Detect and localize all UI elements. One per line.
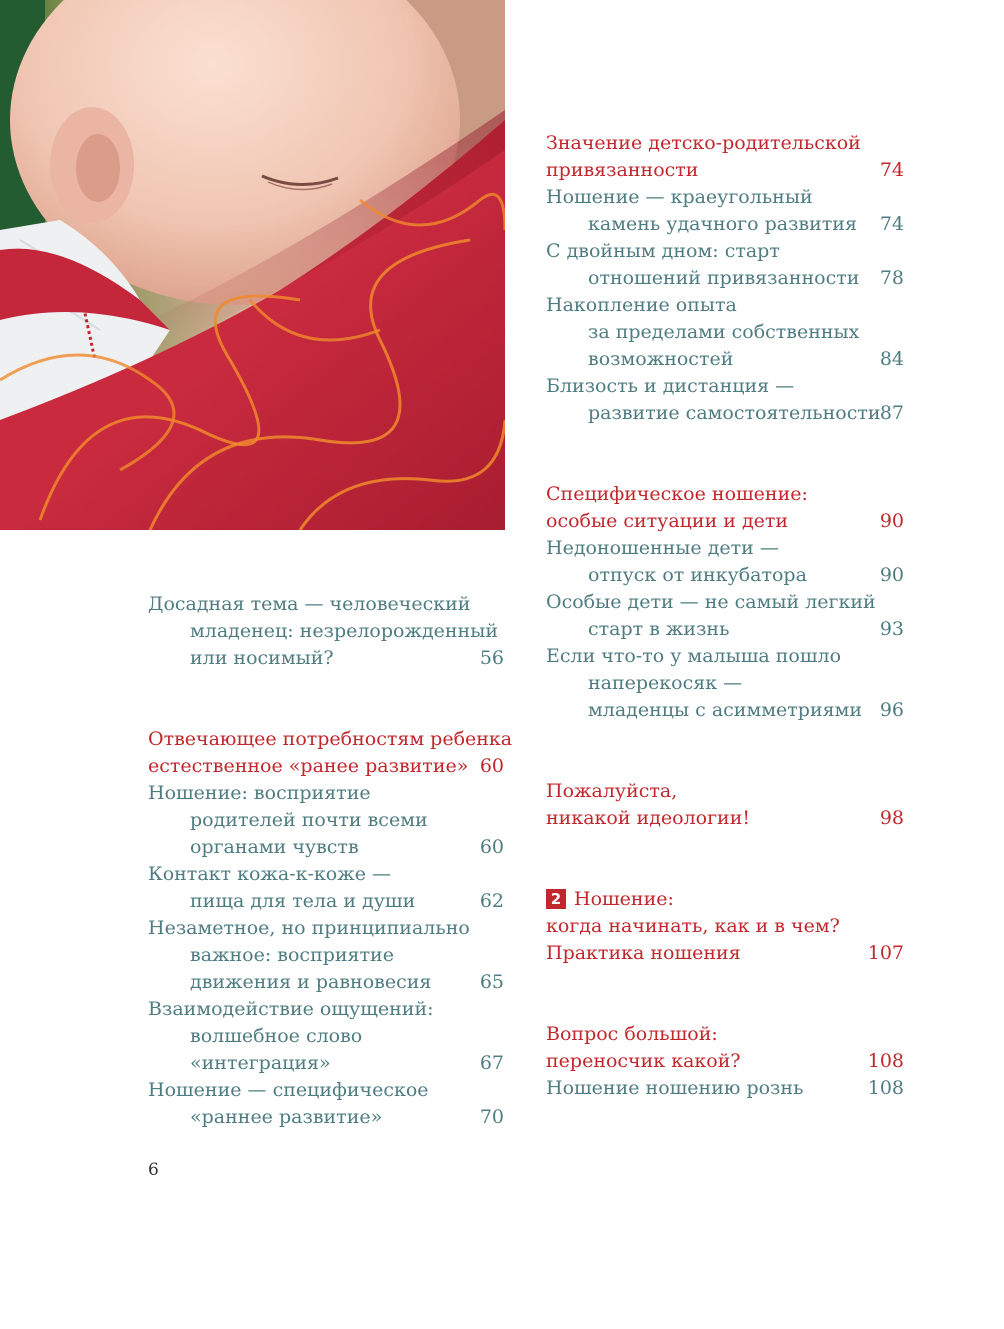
toc-entry-title: Практика ношения bbox=[546, 942, 741, 964]
toc-entry-title: развитие самостоятельности bbox=[588, 402, 881, 424]
toc-entry-title: движения и равновесия bbox=[190, 971, 432, 993]
toc-entry-title: Ношение: восприятие bbox=[148, 782, 371, 804]
toc-entry-title: Специфическое ношение: bbox=[546, 483, 808, 505]
toc-entry-line bbox=[546, 778, 904, 805]
group-spacer bbox=[546, 724, 904, 778]
toc-page-number: 74 bbox=[879, 159, 904, 181]
toc-entry-line bbox=[546, 292, 904, 319]
toc-section bbox=[546, 1021, 904, 1102]
toc-entry-title: Особые дети — не самый легкий bbox=[546, 591, 876, 613]
toc-entry-line bbox=[546, 1075, 904, 1102]
toc-page-number: 108 bbox=[867, 1077, 904, 1099]
toc-entry-line bbox=[546, 265, 904, 292]
toc-entry-line bbox=[546, 643, 904, 670]
toc-entry-line bbox=[546, 211, 904, 238]
toc-page-number: 78 bbox=[879, 267, 904, 289]
toc-entry-line bbox=[546, 805, 904, 832]
toc-page-number: 93 bbox=[879, 618, 904, 640]
toc-page-number: 107 bbox=[867, 942, 904, 964]
toc-entry-title: младенец: незрелорожденный bbox=[190, 620, 499, 642]
toc-entry-title: когда начинать, как и в чем? bbox=[546, 915, 840, 937]
toc-entry-line bbox=[546, 481, 904, 508]
toc-entry-line bbox=[148, 807, 504, 834]
toc-section bbox=[546, 130, 904, 427]
toc-entry-title: Досадная тема — человеческий bbox=[148, 593, 471, 615]
toc-entry-title: Контакт кожа-к-коже — bbox=[148, 863, 391, 885]
toc-entry-title: Ношение: bbox=[574, 888, 674, 910]
toc-entry-title: никакой идеологии! bbox=[546, 807, 751, 829]
toc-entry-title: Накопление опыта bbox=[546, 294, 737, 316]
toc-entry-line bbox=[148, 834, 504, 861]
toc-entry-title: Если что-то у малыша пошло bbox=[546, 645, 842, 667]
toc-entry-title: естественное «ранее развитие» bbox=[148, 755, 469, 777]
toc-entry-line bbox=[546, 319, 904, 346]
toc-page-number: 65 bbox=[479, 971, 504, 993]
toc-section bbox=[546, 886, 904, 967]
group-spacer bbox=[546, 832, 904, 886]
toc-page-number: 60 bbox=[479, 755, 504, 777]
toc-entry-line bbox=[148, 591, 504, 618]
toc-entry-line bbox=[148, 726, 513, 753]
toc-entry-line bbox=[148, 1023, 504, 1050]
toc-entry-title: наперекосяк — bbox=[588, 672, 743, 694]
group-spacer bbox=[148, 672, 504, 726]
toc-page-number: 74 bbox=[879, 213, 904, 235]
toc-entry-title: Недоношенные дети — bbox=[546, 537, 779, 559]
toc-entry-title: важное: восприятие bbox=[190, 944, 394, 966]
toc-section bbox=[148, 726, 513, 1131]
toc-entry-title: «раннее развитие» bbox=[190, 1106, 383, 1128]
toc-entry-line bbox=[546, 508, 904, 535]
toc-entry-line bbox=[148, 888, 504, 915]
toc-entry-title: Ношение — специфическое bbox=[148, 1079, 429, 1101]
toc-entry-line bbox=[148, 1104, 504, 1131]
toc-right-column bbox=[546, 130, 904, 1102]
toc-entry-title: переносчик какой? bbox=[546, 1050, 741, 1072]
toc-entry-line bbox=[546, 940, 904, 967]
toc-page-number: 62 bbox=[479, 890, 504, 912]
toc-entry-title: органами чувств bbox=[190, 836, 359, 858]
toc-entry-title: Взаимодействие ощущений: bbox=[148, 998, 434, 1020]
toc-page-number: 90 bbox=[879, 564, 904, 586]
toc-entry-title: младенцы с асимметриями bbox=[588, 699, 863, 721]
toc-entry-line bbox=[546, 697, 904, 724]
toc-entry-line bbox=[546, 589, 904, 616]
toc-section bbox=[148, 591, 504, 672]
toc-page-number: 87 bbox=[879, 402, 904, 424]
toc-entry-line bbox=[148, 915, 504, 942]
toc-page-number: 60 bbox=[479, 836, 504, 858]
toc-entry-title: «интеграция» bbox=[190, 1052, 331, 1074]
toc-entry-title: Близость и дистанция — bbox=[546, 375, 795, 397]
toc-entry-title: пища для тела и души bbox=[190, 890, 416, 912]
toc-section bbox=[546, 778, 904, 832]
toc-entry-title: особые ситуации и дети bbox=[546, 510, 789, 532]
toc-entry-line bbox=[546, 238, 904, 265]
toc-entry-title: камень удачного развития bbox=[588, 213, 857, 235]
toc-page-number: 84 bbox=[879, 348, 904, 370]
toc-entry-title: привязанности bbox=[546, 159, 699, 181]
toc-entry-title: Вопрос большой: bbox=[546, 1023, 718, 1045]
toc-entry-line bbox=[546, 886, 904, 913]
toc-entry-line bbox=[148, 1050, 504, 1077]
toc-page-number: 108 bbox=[867, 1050, 904, 1072]
toc-page-number: 96 bbox=[879, 699, 904, 721]
baby-in-sling-illustration bbox=[0, 0, 505, 530]
page-number: 6 bbox=[148, 1160, 159, 1180]
toc-entry-title: Ношение — краеугольный bbox=[546, 186, 813, 208]
group-spacer bbox=[546, 967, 904, 1021]
toc-entry-line bbox=[546, 616, 904, 643]
toc-entry-title: Отвечающее потребностям ребенка bbox=[148, 728, 513, 750]
toc-entry-line bbox=[148, 996, 504, 1023]
toc-entry-line bbox=[148, 618, 504, 645]
toc-entry-title: отношений привязанности bbox=[588, 267, 860, 289]
toc-entry-title: возможностей bbox=[588, 348, 734, 370]
toc-entry-line bbox=[546, 157, 904, 184]
toc-left-column bbox=[148, 591, 513, 1131]
toc-entry-line bbox=[148, 645, 504, 672]
toc-page-number: 90 bbox=[879, 510, 904, 532]
toc-page-number: 70 bbox=[479, 1106, 504, 1128]
toc-entry-line bbox=[148, 753, 504, 780]
toc-page-number: 98 bbox=[879, 807, 904, 829]
group-spacer bbox=[546, 427, 904, 481]
toc-entry-title: Ношение ношению рознь bbox=[546, 1077, 804, 1099]
toc-entry-title: или носимый? bbox=[190, 647, 334, 669]
toc-entry-title: волшебное слово bbox=[190, 1025, 363, 1047]
toc-entry-line bbox=[546, 184, 904, 211]
toc-page-number: 56 bbox=[479, 647, 504, 669]
toc-entry-line bbox=[148, 942, 504, 969]
toc-entry-line bbox=[546, 346, 904, 373]
toc-entry-line bbox=[546, 670, 904, 697]
toc-entry-line bbox=[148, 780, 504, 807]
toc-entry-title: старт в жизнь bbox=[588, 618, 730, 640]
toc-entry-title: Пожалуйста, bbox=[546, 780, 678, 802]
toc-section bbox=[546, 481, 904, 724]
baby-in-sling-photo bbox=[0, 0, 505, 530]
toc-entry-title: С двойным дном: старт bbox=[546, 240, 780, 262]
toc-entry-title: отпуск от инкубатора bbox=[588, 564, 807, 586]
chapter-number-badge: 2 bbox=[546, 889, 566, 909]
toc-entry-title: за пределами собственных bbox=[588, 321, 860, 343]
toc-entry-line bbox=[546, 1021, 904, 1048]
toc-entry-line bbox=[546, 562, 904, 589]
toc-entry-line bbox=[546, 535, 904, 562]
toc-entry-line bbox=[148, 1077, 504, 1104]
toc-entry-line bbox=[546, 1048, 904, 1075]
toc-entry-line bbox=[546, 373, 904, 400]
toc-page-number: 67 bbox=[479, 1052, 504, 1074]
toc-entry-title: Значение детско-родительской bbox=[546, 132, 861, 154]
toc-entry-line bbox=[148, 861, 504, 888]
toc-entry-line bbox=[546, 130, 904, 157]
toc-entry-title: Незаметное, но принципиально bbox=[148, 917, 470, 939]
toc-entry-line bbox=[546, 913, 904, 940]
toc-entry-title: родителей почти всеми bbox=[190, 809, 428, 831]
toc-entry-line bbox=[546, 400, 904, 427]
toc-entry-line bbox=[148, 969, 504, 996]
